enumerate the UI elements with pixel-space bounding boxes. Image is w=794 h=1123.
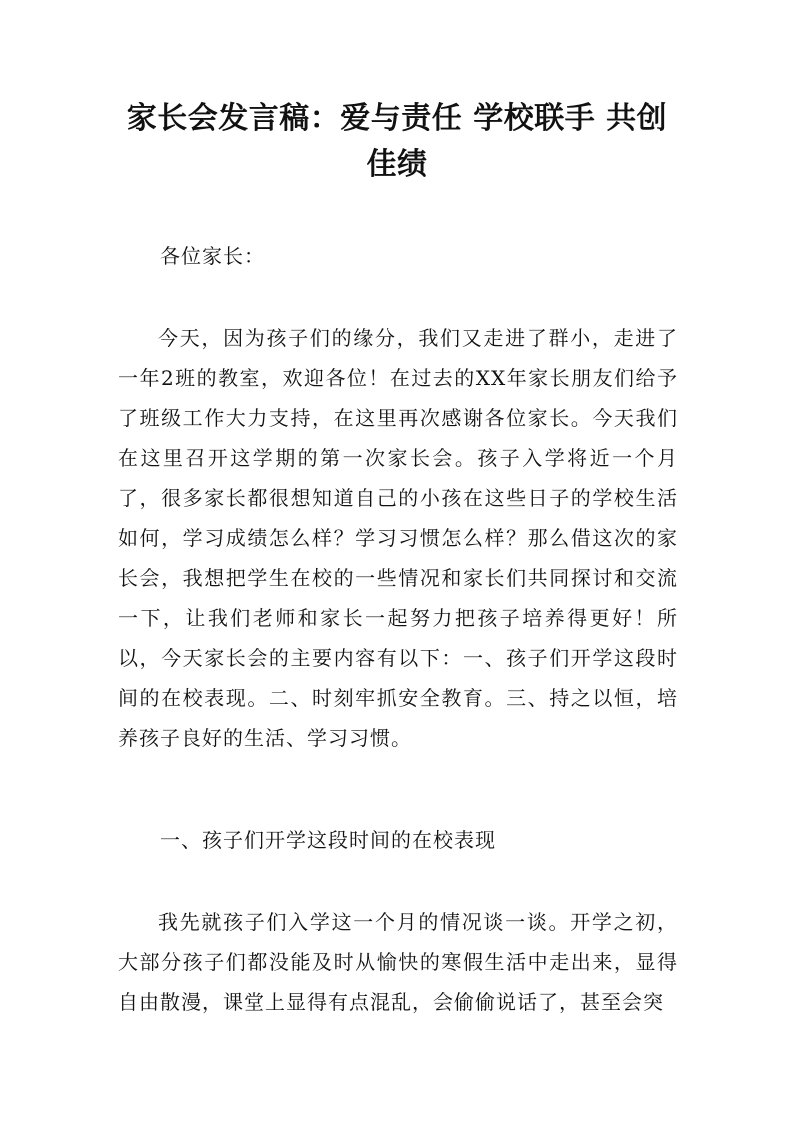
document-title: 家长会发言稿：爱与责任 学校联手 共创佳绩: [126, 101, 668, 182]
section-heading-1: 一、孩子们开学这段时间的在校表现: [160, 828, 496, 852]
paragraph-intro: 今天，因为孩子们的缘分，我们又走进了群小，走进了一年2班的教室，欢迎各位！在过去的XX年家长朋友们给予了班级工作大力支持，在这里再次感谢各位家长。今天我们在这里召开这学期的第一次家长会。孩子入学将近一个月了，很多家长都很想知道自己的小孩在这些日子的学校生活如何，学习成绩怎么样？学习习惯怎么样？那么借这次的家长会，我想把学生在校的一些情况和家长们共同探讨和交流一下，让我们老师和家长一起努力把孩子培养得更好！所以，今天家长会的主要内容有以下：一、孩子们开学这段时间的在校表现。二、时刻牢抓安全教育。三、持之以恒，培养孩子良好的生活、学习习惯。: [118, 326, 678, 750]
paragraph-section-1: 我先就孩子们入学这一个月的情况谈一谈。开学之初，大部分孩子们都没能及时从愉快的寒假生活中走出来，显得自由散漫，课堂上显得有点混乱，会偷偷说话了，甚至会突: [118, 910, 678, 1014]
salutation: 各位家长：: [160, 244, 265, 268]
